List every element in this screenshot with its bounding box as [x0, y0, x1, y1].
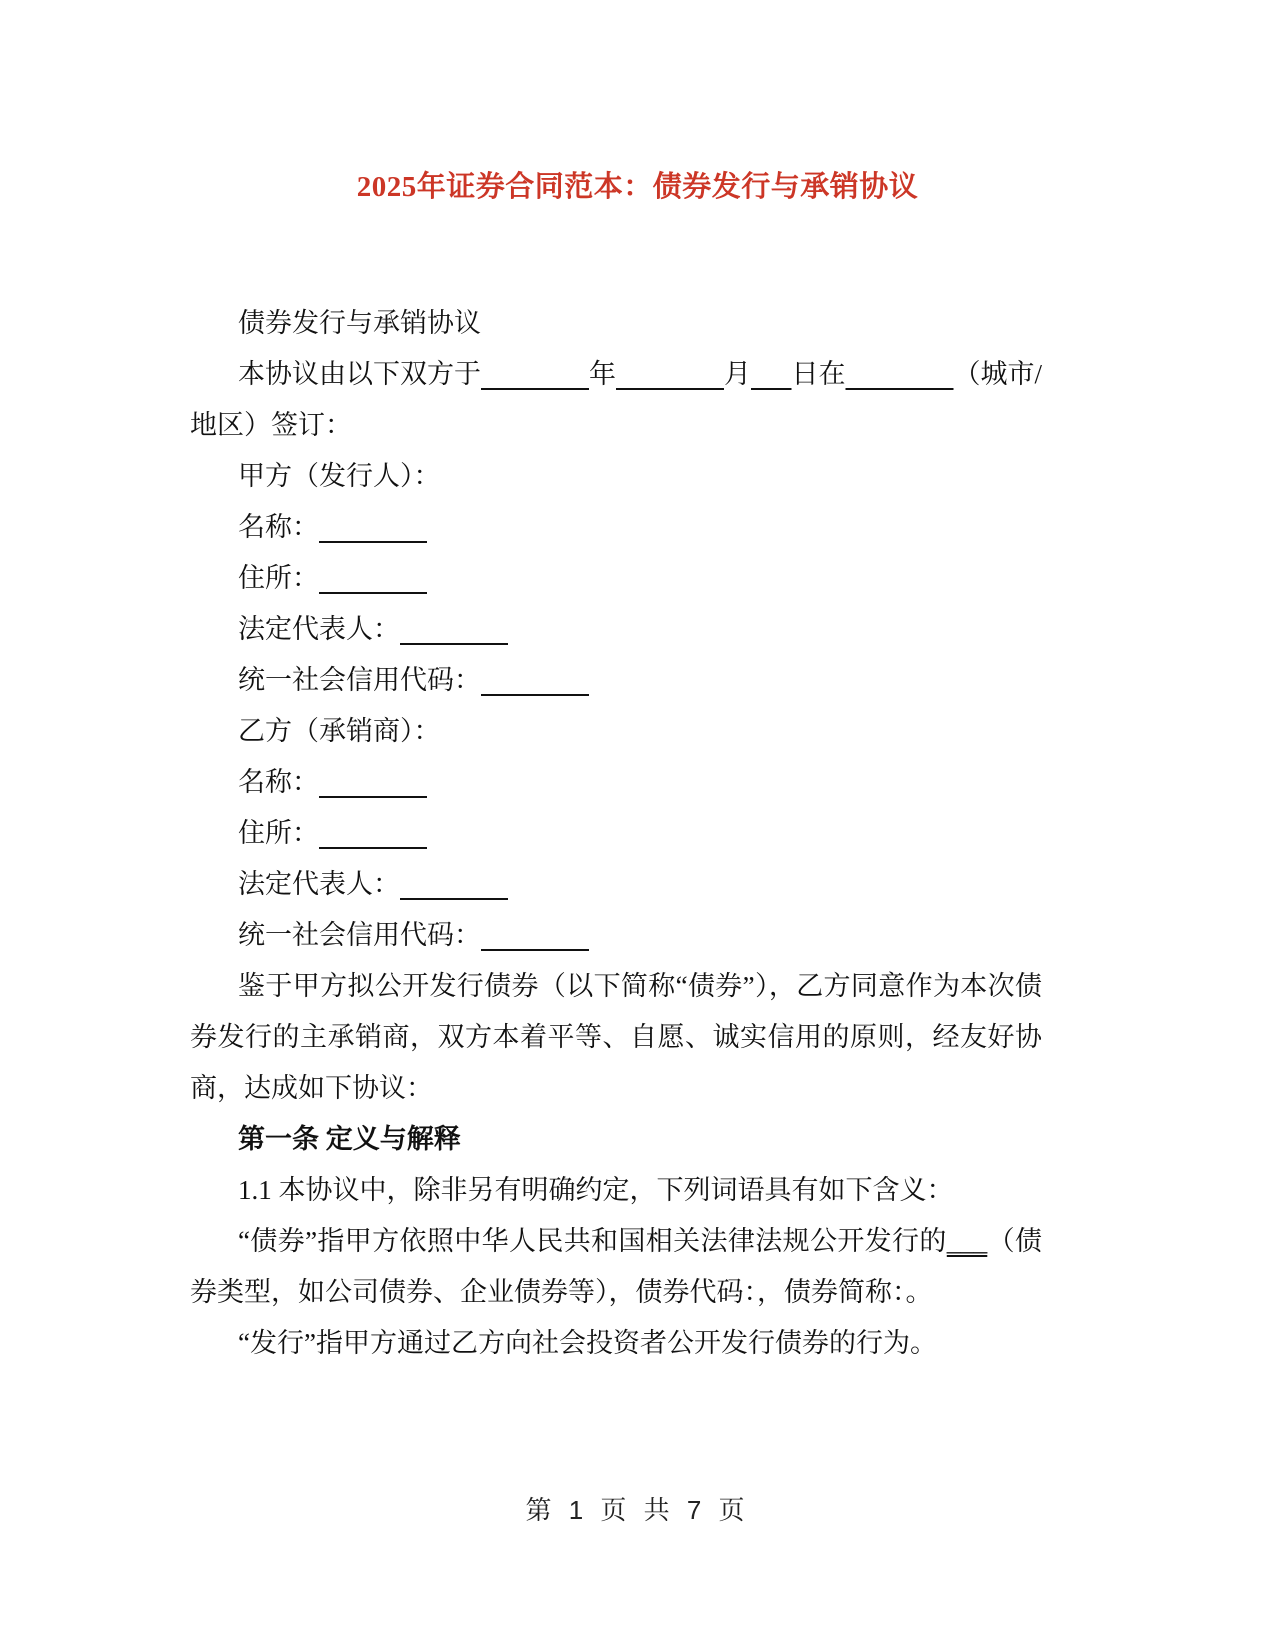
party-a-title: 甲方（发行人）： — [238, 461, 441, 491]
party-a-name-blank[interactable] — [319, 512, 427, 542]
definition-bond-text-b: （债券类型，如公司债券、企业债券等），债券代码：，债券简称： — [190, 1226, 1043, 1307]
party-b-legal-rep-blank[interactable] — [400, 869, 508, 899]
party-b-address-blank[interactable] — [319, 818, 427, 848]
party-a-legal-rep-row — [190, 604, 1042, 655]
document-body — [190, 298, 1042, 1369]
party-a-name-label: 名称： — [238, 512, 319, 542]
agreement-heading: 债券发行与承销协议 — [238, 308, 481, 338]
preamble-text-location: 日在 — [791, 359, 846, 389]
recital-paragraph: 鉴于甲方拟公开发行债券（以下简称“债券”），乙方同意作为本次债券发行的主承销商，双方本着平等、自愿、诚实信用的原则，经友好协商，达成如下协议： — [190, 971, 1042, 1103]
party-b-credit-code-row — [190, 910, 1042, 961]
party-a-legal-rep-blank[interactable] — [400, 614, 508, 644]
party-a-legal-rep-label: 法定代表人： — [238, 614, 400, 644]
party-a-address-label: 住所： — [238, 563, 319, 593]
definition-bond — [190, 1216, 1042, 1318]
clause-1-1: 1.1 本协议中，除非另有明确约定，下列词语具有如下含义： — [238, 1175, 954, 1205]
preamble-text-signing: （城市/地区）签订： — [190, 359, 1043, 440]
label-year: 年 — [589, 359, 616, 389]
party-b-name-row — [190, 757, 1042, 808]
party-a-address-row — [190, 553, 1042, 604]
preamble-paragraph — [190, 349, 1042, 451]
party-a-credit-code-row — [190, 655, 1042, 706]
page-footer: 第 1 页 共 7 页 — [525, 1495, 750, 1525]
definition-bond-type-blank[interactable]: ___ — [946, 1226, 988, 1256]
party-a-credit-code-label: 统一社会信用代码： — [238, 665, 481, 695]
party-b-credit-code-blank[interactable] — [481, 920, 589, 950]
party-b-name-blank[interactable] — [319, 767, 427, 797]
blank-month-field[interactable] — [616, 359, 724, 389]
party-b-credit-code-label: 统一社会信用代码： — [238, 920, 481, 950]
party-a-credit-code-blank[interactable] — [481, 665, 589, 695]
definition-bond-text-a: “债券”指甲方依照中华人民共和国相关法律法规公开发行的 — [238, 1226, 947, 1256]
label-month: 月 — [724, 359, 751, 389]
party-b-address-row — [190, 808, 1042, 859]
blank-day-field[interactable] — [751, 359, 792, 389]
party-b-title: 乙方（承销商）： — [238, 716, 441, 746]
definition-issue: “发行”指甲方通过乙方向社会投资者公开发行债券的行为。 — [238, 1328, 937, 1358]
blank-city-field[interactable] — [846, 359, 954, 389]
party-b-name-label: 名称： — [238, 767, 319, 797]
party-b-address-label: 住所： — [238, 818, 319, 848]
party-a-address-blank[interactable] — [319, 563, 427, 593]
definition-bond-period: 。 — [905, 1277, 933, 1307]
party-b-legal-rep-row — [190, 859, 1042, 910]
party-a-name-row — [190, 502, 1042, 553]
party-b-legal-rep-label: 法定代表人： — [238, 869, 400, 899]
page-title: 2025年证券合同范本：债券发行与承销协议 — [356, 171, 919, 204]
preamble-text-intro: 本协议由以下双方于 — [238, 359, 481, 389]
blank-year-field[interactable] — [481, 359, 589, 389]
article-one-heading: 第一条 定义与解释 — [238, 1124, 461, 1154]
